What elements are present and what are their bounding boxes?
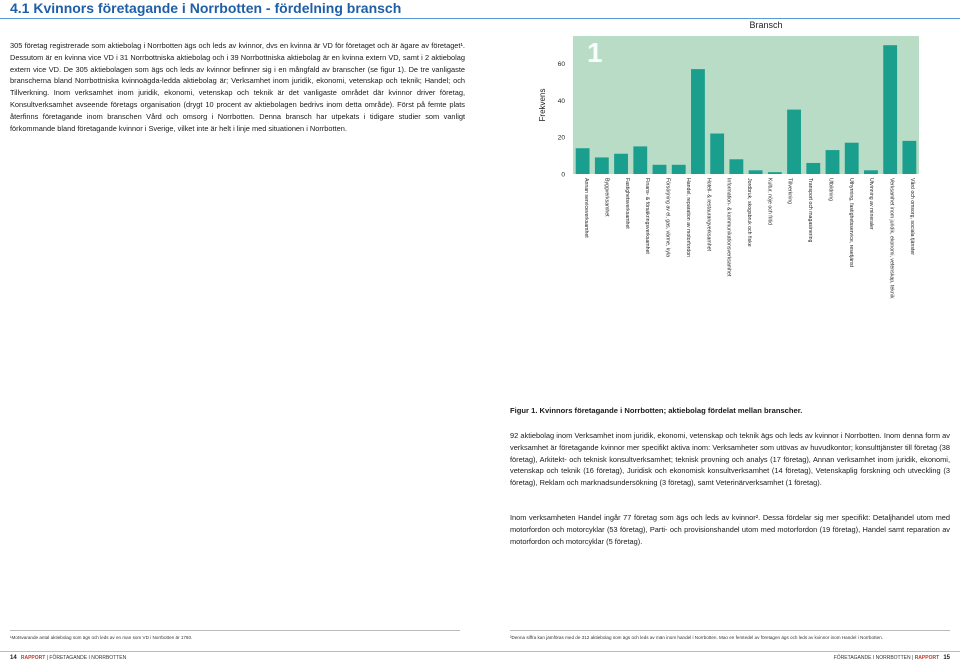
bar <box>806 163 820 174</box>
footnote-divider-right <box>510 630 950 631</box>
bar <box>749 170 763 174</box>
bar <box>787 110 801 174</box>
page-title: 4.1 Kvinnors företagande i Norrbotten - fördelning bransch <box>10 0 402 16</box>
figure-caption: Figur 1. Kvinnors företagande i Norrbotten; aktiebolag fördelat mellan branscher. <box>510 406 803 415</box>
bar <box>710 134 724 174</box>
body-paragraph-right-1: 92 aktiebolag inom Verksamhet inom juridik, ekonomi, vetenskap och teknik ägs och leds av kvinnor i Norrbotten. Inom denna form av verksamhet är företagande kvinnor mer specifikt aktiva inom: Verksamheter som utövas av huvudkontor; konsulttjänster till företag (38 företag), Arkitekt- och teknisk konsultverksamhet; teknisk provning och analys (17 företag), Annan verksamhet inom juridik, ekonomi, vetenskap och teknik (16 företag), Juridisk och ekonomisk konsultverksamhet (14 företag), Vetenskaplig forskning och utveckling (3 företag), Reklam och marknadsundersökning (3 företag), samt Veterinärverksamhet (1 företag). <box>510 431 950 488</box>
plot-area <box>573 36 919 174</box>
footer-right-report: RAPPORT <box>914 655 940 661</box>
x-tick-label: Försörjning av el, gas, värme, kyla <box>664 178 671 257</box>
x-tick-label: Information- & kommunikationsverksamhet <box>725 178 732 277</box>
x-tick-label: Utvinning av mineraler <box>868 178 875 230</box>
bar <box>883 45 897 174</box>
bar <box>595 157 609 174</box>
x-tick-label: Uthyrning, fastighetsservice, resetjänst <box>847 178 854 268</box>
x-tick-label: Jordbruk, skogsbruk och fiske <box>746 178 752 247</box>
bar <box>633 146 647 174</box>
bar-chart <box>535 14 955 314</box>
y-tick-label: 20 <box>557 134 565 142</box>
footer-left-label: | FÖRETAGANDE I NORRBOTTEN <box>46 655 127 661</box>
body-paragraph-left: 305 företag registrerade som aktiebolag i Norrbotten ägs och leds av kvinnor, dvs en kvinna är VD för företaget och är ägare av företaget¹. Dessutom är en kvinna vice VD i 31 Norrbottniska aktiebolag och i 39 Norrbottniska aktiebolag är en kvinna extern VD, samt i 2 aktiebolag extern vice VD. De 305 aktiebolagen som ägs och leds av kvinnor befinner sig i en mångfald av branscher (se figur 1). De tre vanligaste branscherna bland Norrbottniska kvinnoägda-ledda aktiebolag är; Verksamhet inom juridik, ekonomi, vetenskap och teknik; Handel; och Tillverkning. Inom verksamhet inom juridik, ekonomi, vetenskap och teknik är det vanligaste området där kvinnor driver företag, Konsultverksamhet avseende företags organisation (drygt 10 procent av aktiebolagen bedrivs inom detta område). Först på femte plats återfinns företagande inom branschen Vård och omsorg i Norrbotten. Denna bransch har utpekats i tidigare studier som vanligt förkommande bland företagande kvinnor i Sverige, vilket inte är helt i linje med situationen i Norrbotten. <box>10 41 465 133</box>
bar <box>691 69 705 174</box>
footer-right <box>834 655 950 661</box>
bar <box>614 154 628 174</box>
x-tick-label: Kultur, nöje och fritid <box>766 178 773 226</box>
bar <box>576 148 590 174</box>
bar <box>768 172 782 174</box>
y-tick-label: 40 <box>557 97 565 105</box>
footer-right-label: FÖRETAGANDE I NORRBOTTEN | <box>833 655 914 661</box>
x-tick-label: Fastighetsverksamhet <box>623 178 630 229</box>
x-tick-label: Byggverksamhet <box>603 178 610 217</box>
y-tick-label: 0 <box>561 171 565 179</box>
bar <box>845 143 859 174</box>
bar <box>826 150 840 174</box>
x-tick-label: Tillverkning <box>786 178 793 205</box>
figure-number-label: 1 <box>587 37 603 68</box>
bar <box>672 165 686 174</box>
x-tick-label: Vård och omsorg, sociala tjänster <box>908 178 915 255</box>
bar <box>653 165 667 174</box>
x-tick-label: Finans- & försäkringsverksamhet <box>644 178 651 254</box>
x-tick-label: Utbildning <box>827 178 834 202</box>
x-tick-label: Verksamhet inom juridik, ekonomi, vetenskap, teknik <box>888 178 895 299</box>
footnote-divider-left <box>10 630 460 631</box>
y-axis-label: Frekvens <box>538 88 547 122</box>
footer-left <box>10 655 126 661</box>
chart-title: Bransch <box>749 20 783 30</box>
body-paragraph-right-2: Inom verksamheten Handel ingår 77 företag som ägs och leds av kvinnor². Dessa fördelar sig mer specifikt: Detaljhandel utom med motorfordon och motorcyklar (53 företag), Parti- och provisionshandel utom med motorfordon (19 företag), Handel samt reparation av motorfordon och motorcyklar (5 företag). <box>510 513 950 546</box>
x-tick-label: Transport och magasinering <box>807 178 814 243</box>
y-tick-label: 60 <box>557 61 565 69</box>
footer-left-report: RAPPORT <box>20 655 46 661</box>
page-number-right: 15 <box>943 655 950 661</box>
bar <box>902 141 916 174</box>
x-tick-label: Handel, reparation av motorfordon <box>684 178 691 258</box>
page-number-left: 14 <box>10 655 17 661</box>
bottom-blue-rule <box>0 651 960 652</box>
bar <box>864 170 878 174</box>
footnote-right: ²Denna siffra kan jämföras med de 312 aktiebolag som ägs och leds av män inom handel i Norrbotten. Mao en femtedel av företagen ägs och leds av kvinnor inom Handel i Norrbotten. <box>510 635 883 640</box>
x-tick-label: Hotell- & restaurangverksamhet <box>705 178 712 251</box>
bar <box>729 159 743 174</box>
footnote-left: ¹Motsvarande antal aktiebolag som ägs och leds av en man som VD i Norrbotten är 1760. <box>10 635 193 640</box>
x-tick-label: Annan serviceverksamhet <box>583 178 590 238</box>
